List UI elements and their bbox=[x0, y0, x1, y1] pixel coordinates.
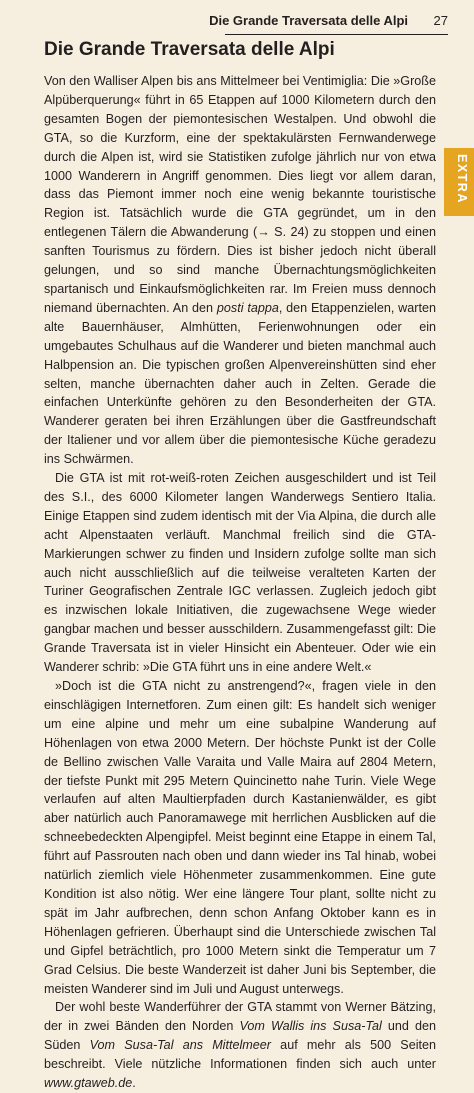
running-header-title: Die Grande Traversata delle Alpi bbox=[209, 13, 408, 28]
paragraph: Der wohl beste Wanderführer der GTA stammt von Werner Bätzing, der in zwei Bänden den Norden Vom Wallis ins Susa-Tal und den Süden Vom Susa-Tal ans Mittelmeer auf mehr als 500 Seiten beschreibt. Viele nützliche Informationen finden sich auch unter www.gtaweb.de. bbox=[44, 1000, 437, 1091]
page-number: 27 bbox=[433, 13, 448, 28]
side-tab-label: EXTRA bbox=[455, 154, 469, 204]
italic-text: Vom Wallis ins Susa-Tal bbox=[239, 1019, 382, 1034]
italic-text: Vom Susa-Tal ans Mittelmeer bbox=[89, 1038, 271, 1053]
chapter-title: Die Grande Traversata delle Alpi bbox=[44, 39, 335, 60]
header-rule bbox=[225, 34, 448, 35]
extra-side-tab bbox=[444, 148, 474, 216]
italic-text: posti tappa bbox=[216, 300, 279, 315]
running-header bbox=[44, 10, 448, 32]
body-text bbox=[44, 72, 436, 1093]
paragraph: »Doch ist die GTA nicht zu anstrengend?«, fragen viele in den einschlägigen Internetforen. Zum einen gilt: Es handelt sich weniger um eine alpine und mehr um eine subalpine Wanderung auf Höhenlagen von etwa 2000 Metern. Der höchste Punkt ist der Colle de Bellino zwischen Valle Varaita und Valle Maira auf 2804 Metern, der tiefste Punkt mit 295 Metern Quincinetto nahe Turin. Viele Wege verlaufen auf alten Maultierpfaden durch Kastanienwälder, es gibt aber natürlich auch Panoramawege mit herrlichen Ausblicken auf die schneebedeckten Alpengipfel. Meist beginnt eine Etappe in einem Tal, führt auf Passrouten nach oben und dann wieder ins Tal hinab, wobei natürlich ziemlich viele Höhenmeter zusammenkommen. Eine gute Kondition ist also nötig. Wer eine längere Tour plant, sollte nicht zu spät im Jahr aufbrechen, denn schon Anfang Oktober kann es in Höhenlagen gefrieren. Überhaupt sind die Unterschiede zwischen Tal und Gipfel beträchtlich, pro 1000 Metern sinkt die Temperatur um 7 Grad Celsius. Die beste Wanderzeit ist daher Juni bis September, die meisten Wanderer sind im Juli und August unterwegs. bbox=[44, 679, 436, 996]
italic-text: www.gtaweb.de bbox=[44, 1076, 133, 1091]
paragraph: Von den Walliser Alpen bis ans Mittelmeer bei Ventimiglia: Die »Große Alpüberquerung« führt in 65 Etappen auf 1000 Kilometern durch den gesamten Bogen der piemontesischen Westalpen. Und obwohl die GTA, so die Kurzform, eine der spektakulärsten Fernwanderwege durch die Alpen ist, wird sie Statistiken zufolge jährlich nur von etwa 1000 Wanderern in Angriff genommen. Dies liegt vor allem daran, dass das Piemont immer noch eine wenig bekannte touristische Region ist. Tatsächlich wurde die GTA gegründet, um in den entlegenen Tälern die Abwanderung (→ S. 24) zu stoppen und einen sanften Tourismus zu fördern. Dies ist bisher jedoch nicht überall gelungen, und so sind manche Übernachtungsmöglichkeiten spartanisch und Einkaufsmöglichkeiten rar. Im Freien muss dennoch niemand übernachten. An den posti tappa, den Etappenzielen, warten alte Bauernhäuser, Almhütten, Ferienwohnungen oder ein umgebautes Schulhaus auf die Wanderer und bieten manchmal auch Halbpension an. Die typischen großen Alpenvereinshütten sind eher selten, manche übernachten daher auch in Zelten. Gerade die einfachen Unterkünfte gehören zu den Besonderheiten der GTA. Wanderer geraten bei ihren Erzählungen über die Gastfreundschaft der Italiener und vor allem über die piemontesische Küche geradezu ins Schwärmen. bbox=[44, 74, 436, 467]
paragraph: Die GTA ist mit rot-weiß-roten Zeichen ausgeschildert und ist Teil des S.I., des 6000 Kilometer langen Wanderwegs Sentiero Italia. Einige Etappen sind zudem identisch mit der Via Alpina, die durch alle acht Alpenstaaten verläuft. Manchmal freilich sind die GTA-Markierungen schwer zu finden und Insidern zufolge sollte man sich auch nicht ausschließlich auf die teilweise veralteten Karten der Turiner Geografischen Zentrale IGC verlassen. Zugleich jedoch gibt es inzwischen lokale Initiativen, die zugewachsene Wege wieder gangbar machen und besser ausschildern. Zusammengefasst gilt: Die Grande Traversata ist in vieler Hinsicht ein Abenteuer. Oder wie ein Wanderer schrib: »Die GTA führt uns in eine andere Welt.« bbox=[44, 471, 436, 675]
